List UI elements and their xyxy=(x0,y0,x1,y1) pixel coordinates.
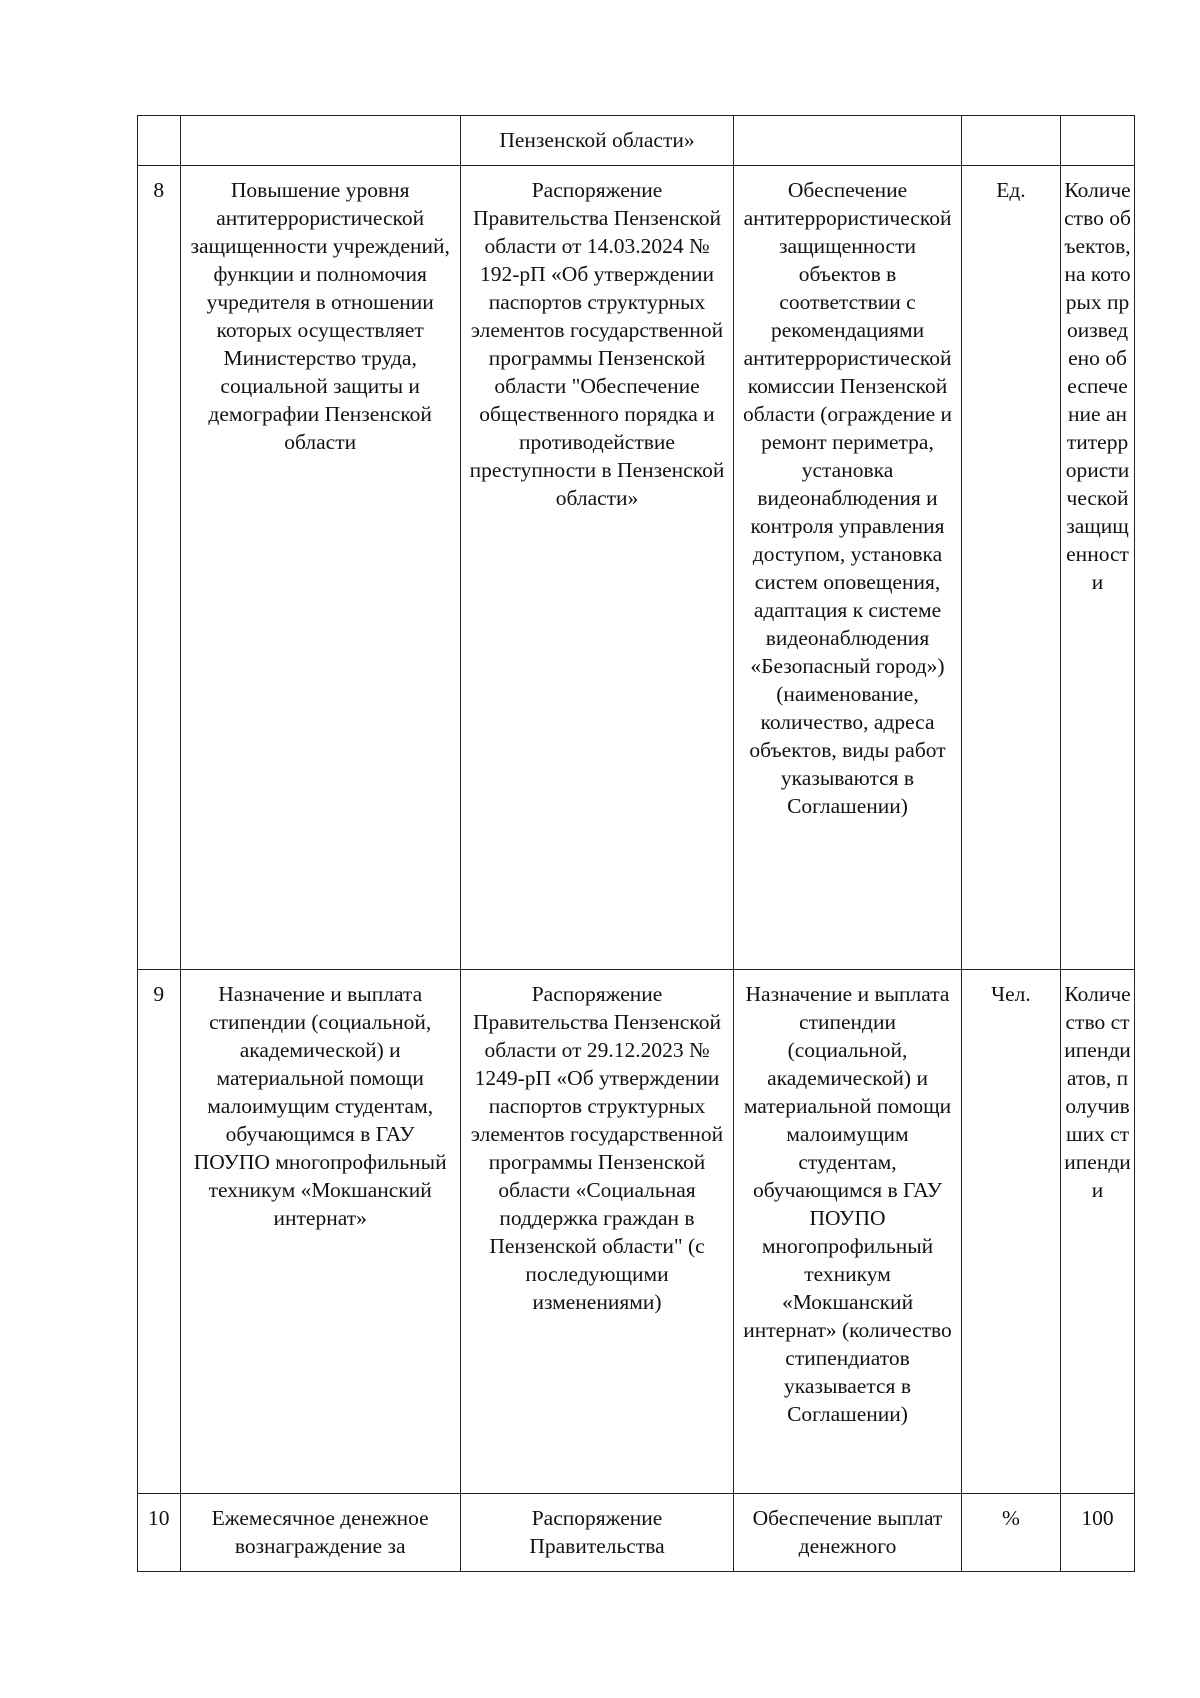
event-name-cell xyxy=(180,116,460,166)
table-row xyxy=(138,166,1135,970)
row-number: 8 xyxy=(153,178,165,202)
indicator-text: 100 xyxy=(1081,1506,1114,1530)
legal-basis: Распоряжение Правительства xyxy=(529,1506,665,1558)
row-number-cell xyxy=(138,970,181,1494)
legal-basis-cell xyxy=(460,970,733,1494)
row-number: 10 xyxy=(148,1506,170,1530)
table-row xyxy=(138,116,1135,166)
result-cell xyxy=(734,1494,962,1572)
legal-basis-cell xyxy=(460,116,733,166)
table-row xyxy=(138,970,1135,1494)
result-cell xyxy=(734,166,962,970)
event-name-cell xyxy=(180,1494,460,1572)
row-number-cell xyxy=(138,166,181,970)
legal-basis: Распоряжение Правительства Пензенской области от 29.12.2023 № 1249-рП «Об утверждении паспортов структурных элементов государственной программы Пензенской области «Социальная поддержка граждан в Пензенской области" (с последующими изменениями) xyxy=(470,982,724,1314)
unit-cell xyxy=(961,1494,1060,1572)
event-name-cell xyxy=(180,970,460,1494)
event-name-cell xyxy=(180,166,460,970)
unit-cell xyxy=(961,116,1060,166)
legal-basis: Пензенской области» xyxy=(499,128,695,152)
result-text: Обеспечение антитеррористической защищенности объектов в соответствии с рекомендациями антитеррористической комиссии Пензенской области (ограждение и ремонт периметра, установка видеонаблюдения и контроля управления доступом, установка систем оповещения, адаптация к системе видеонаблюдения «Безопасный город») (наименование, количество, адреса объектов, виды работ указываются в Соглашении) xyxy=(742,178,953,818)
row-number-cell xyxy=(138,116,181,166)
result-text: Обеспечение выплат денежного xyxy=(752,1506,943,1558)
event-name: Ежемесячное денежное вознаграждение за xyxy=(211,1506,429,1558)
unit-cell xyxy=(961,970,1060,1494)
legal-basis: Распоряжение Правительства Пензенской области от 14.03.2024 № 192-рП «Об утверждении паспортов структурных элементов государственной программы Пензенской области "Обеспечение общественного порядка и противодействие преступности в Пензенской области» xyxy=(469,178,725,510)
row-number-cell xyxy=(138,1494,181,1572)
row-number: 9 xyxy=(153,982,165,1006)
indicator-cell xyxy=(1061,1494,1135,1572)
indicator-text: Количество стипендиатов, получивших стипендии xyxy=(1064,982,1131,1202)
indicator-cell xyxy=(1061,166,1135,970)
unit-text: Ед. xyxy=(996,178,1026,202)
indicator-cell xyxy=(1061,970,1135,1494)
legal-basis-cell xyxy=(460,166,733,970)
event-name: Назначение и выплата стипендии (социальной, академической) и материальной помощи малоимущим студентам, обучающимся в ГАУ ПОУПО многопрофильный техникум «Мокшанский интернат» xyxy=(193,982,447,1230)
indicator-text: Количество объектов, на которых произведено обеспечение антитеррористической защищенности xyxy=(1064,178,1131,594)
indicator-cell xyxy=(1061,116,1135,166)
table-row xyxy=(138,1494,1135,1572)
legal-basis-cell xyxy=(460,1494,733,1572)
unit-text: Чел. xyxy=(991,982,1031,1006)
document-table xyxy=(137,115,1135,1572)
event-name: Повышение уровня антитеррористической защищенности учреждений, функции и полномочия учредителя в отношении которых осуществляет Министерство труда, социальной защиты и демографии Пензенской области xyxy=(190,178,450,454)
result-cell xyxy=(734,116,962,166)
unit-cell xyxy=(961,166,1060,970)
unit-text: % xyxy=(1002,1506,1020,1530)
result-cell xyxy=(734,970,962,1494)
result-text: Назначение и выплата стипендии (социальной, академической) и материальной помощи малоимущим студентам, обучающимся в ГАУ ПОУПО многопрофильный техникум «Мокшанский интернат» (количество стипендиатов указывается в Соглашении) xyxy=(743,982,952,1426)
